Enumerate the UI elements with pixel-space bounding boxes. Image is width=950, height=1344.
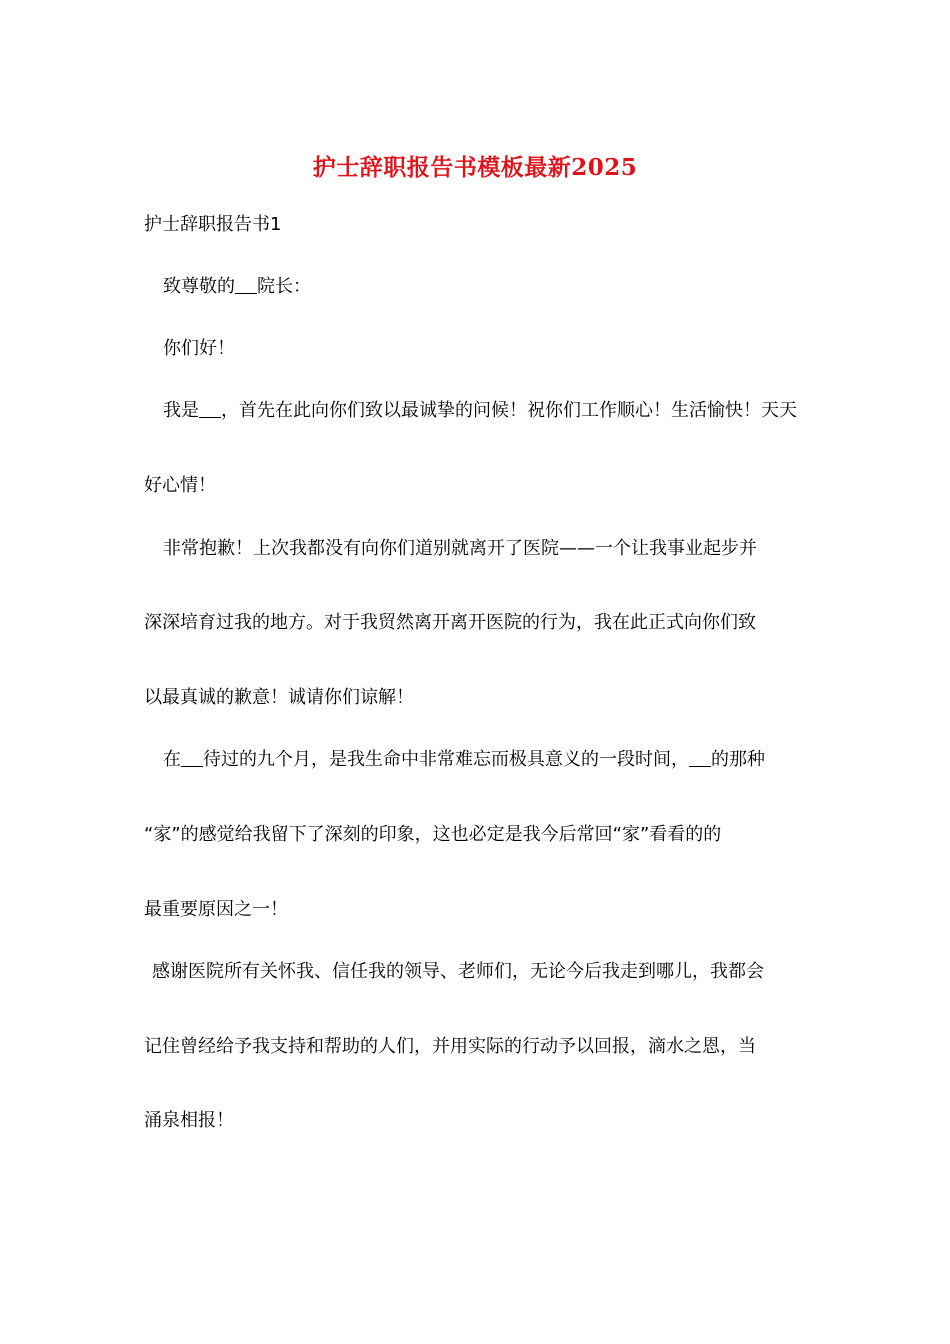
salutation-after: 院长： xyxy=(257,276,311,297)
place-blank xyxy=(689,748,711,767)
paragraph3-line2: “家”的感觉给我留下了深刻的印象，这也必定是我今后常回“家”看看的的 xyxy=(144,824,722,845)
paragraph4-line1: 感谢医院所有关怀我、信任我的领导、老师们，无论今后我走到哪儿，我都会 xyxy=(152,961,764,982)
salutation-before: 致尊敬的 xyxy=(163,276,235,297)
p3-c: 的那种 xyxy=(711,749,765,770)
salutation-line xyxy=(163,272,833,302)
place-blank xyxy=(181,748,203,767)
name-blank xyxy=(235,275,257,294)
paragraph4-line3: 涌泉相报！ xyxy=(144,1110,234,1131)
paragraph4-line2: 记住曾经给予我支持和帮助的人们，并用实际的行动予以回报，滴水之恩，当 xyxy=(144,1036,756,1057)
p3-b: 待过的九个月，是我生命中非常难忘而极具意义的一段时间， xyxy=(203,749,689,770)
paragraph3-line3: 最重要原因之一！ xyxy=(144,899,288,920)
greeting-line: 你们好！ xyxy=(163,338,235,359)
p3-a: 在 xyxy=(163,749,181,770)
paragraph1-line1 xyxy=(163,396,833,426)
document-title: 护士辞职报告书模板最新2025 xyxy=(312,154,638,181)
section-heading: 护士辞职报告书1 xyxy=(144,214,282,235)
p1-after: ，首先在此向你们致以最诚挚的问候！祝你们工作顺心！生活愉快！天天 xyxy=(221,400,797,421)
paragraph2-line3: 以最真诚的歉意！诚请你们谅解！ xyxy=(144,687,414,708)
p1-before: 我是 xyxy=(163,400,199,421)
paragraph1-line2: 好心情！ xyxy=(144,475,216,496)
paragraph2-line2: 深深培育过我的地方。对于我贸然离开离开医院的行为，我在此正式向你们致 xyxy=(144,612,756,633)
paragraph3-line1 xyxy=(163,745,833,775)
paragraph2-line1: 非常抱歉！上次我都没有向你们道别就离开了医院——一个让我事业起步并 xyxy=(163,538,757,559)
name-blank xyxy=(199,399,221,418)
